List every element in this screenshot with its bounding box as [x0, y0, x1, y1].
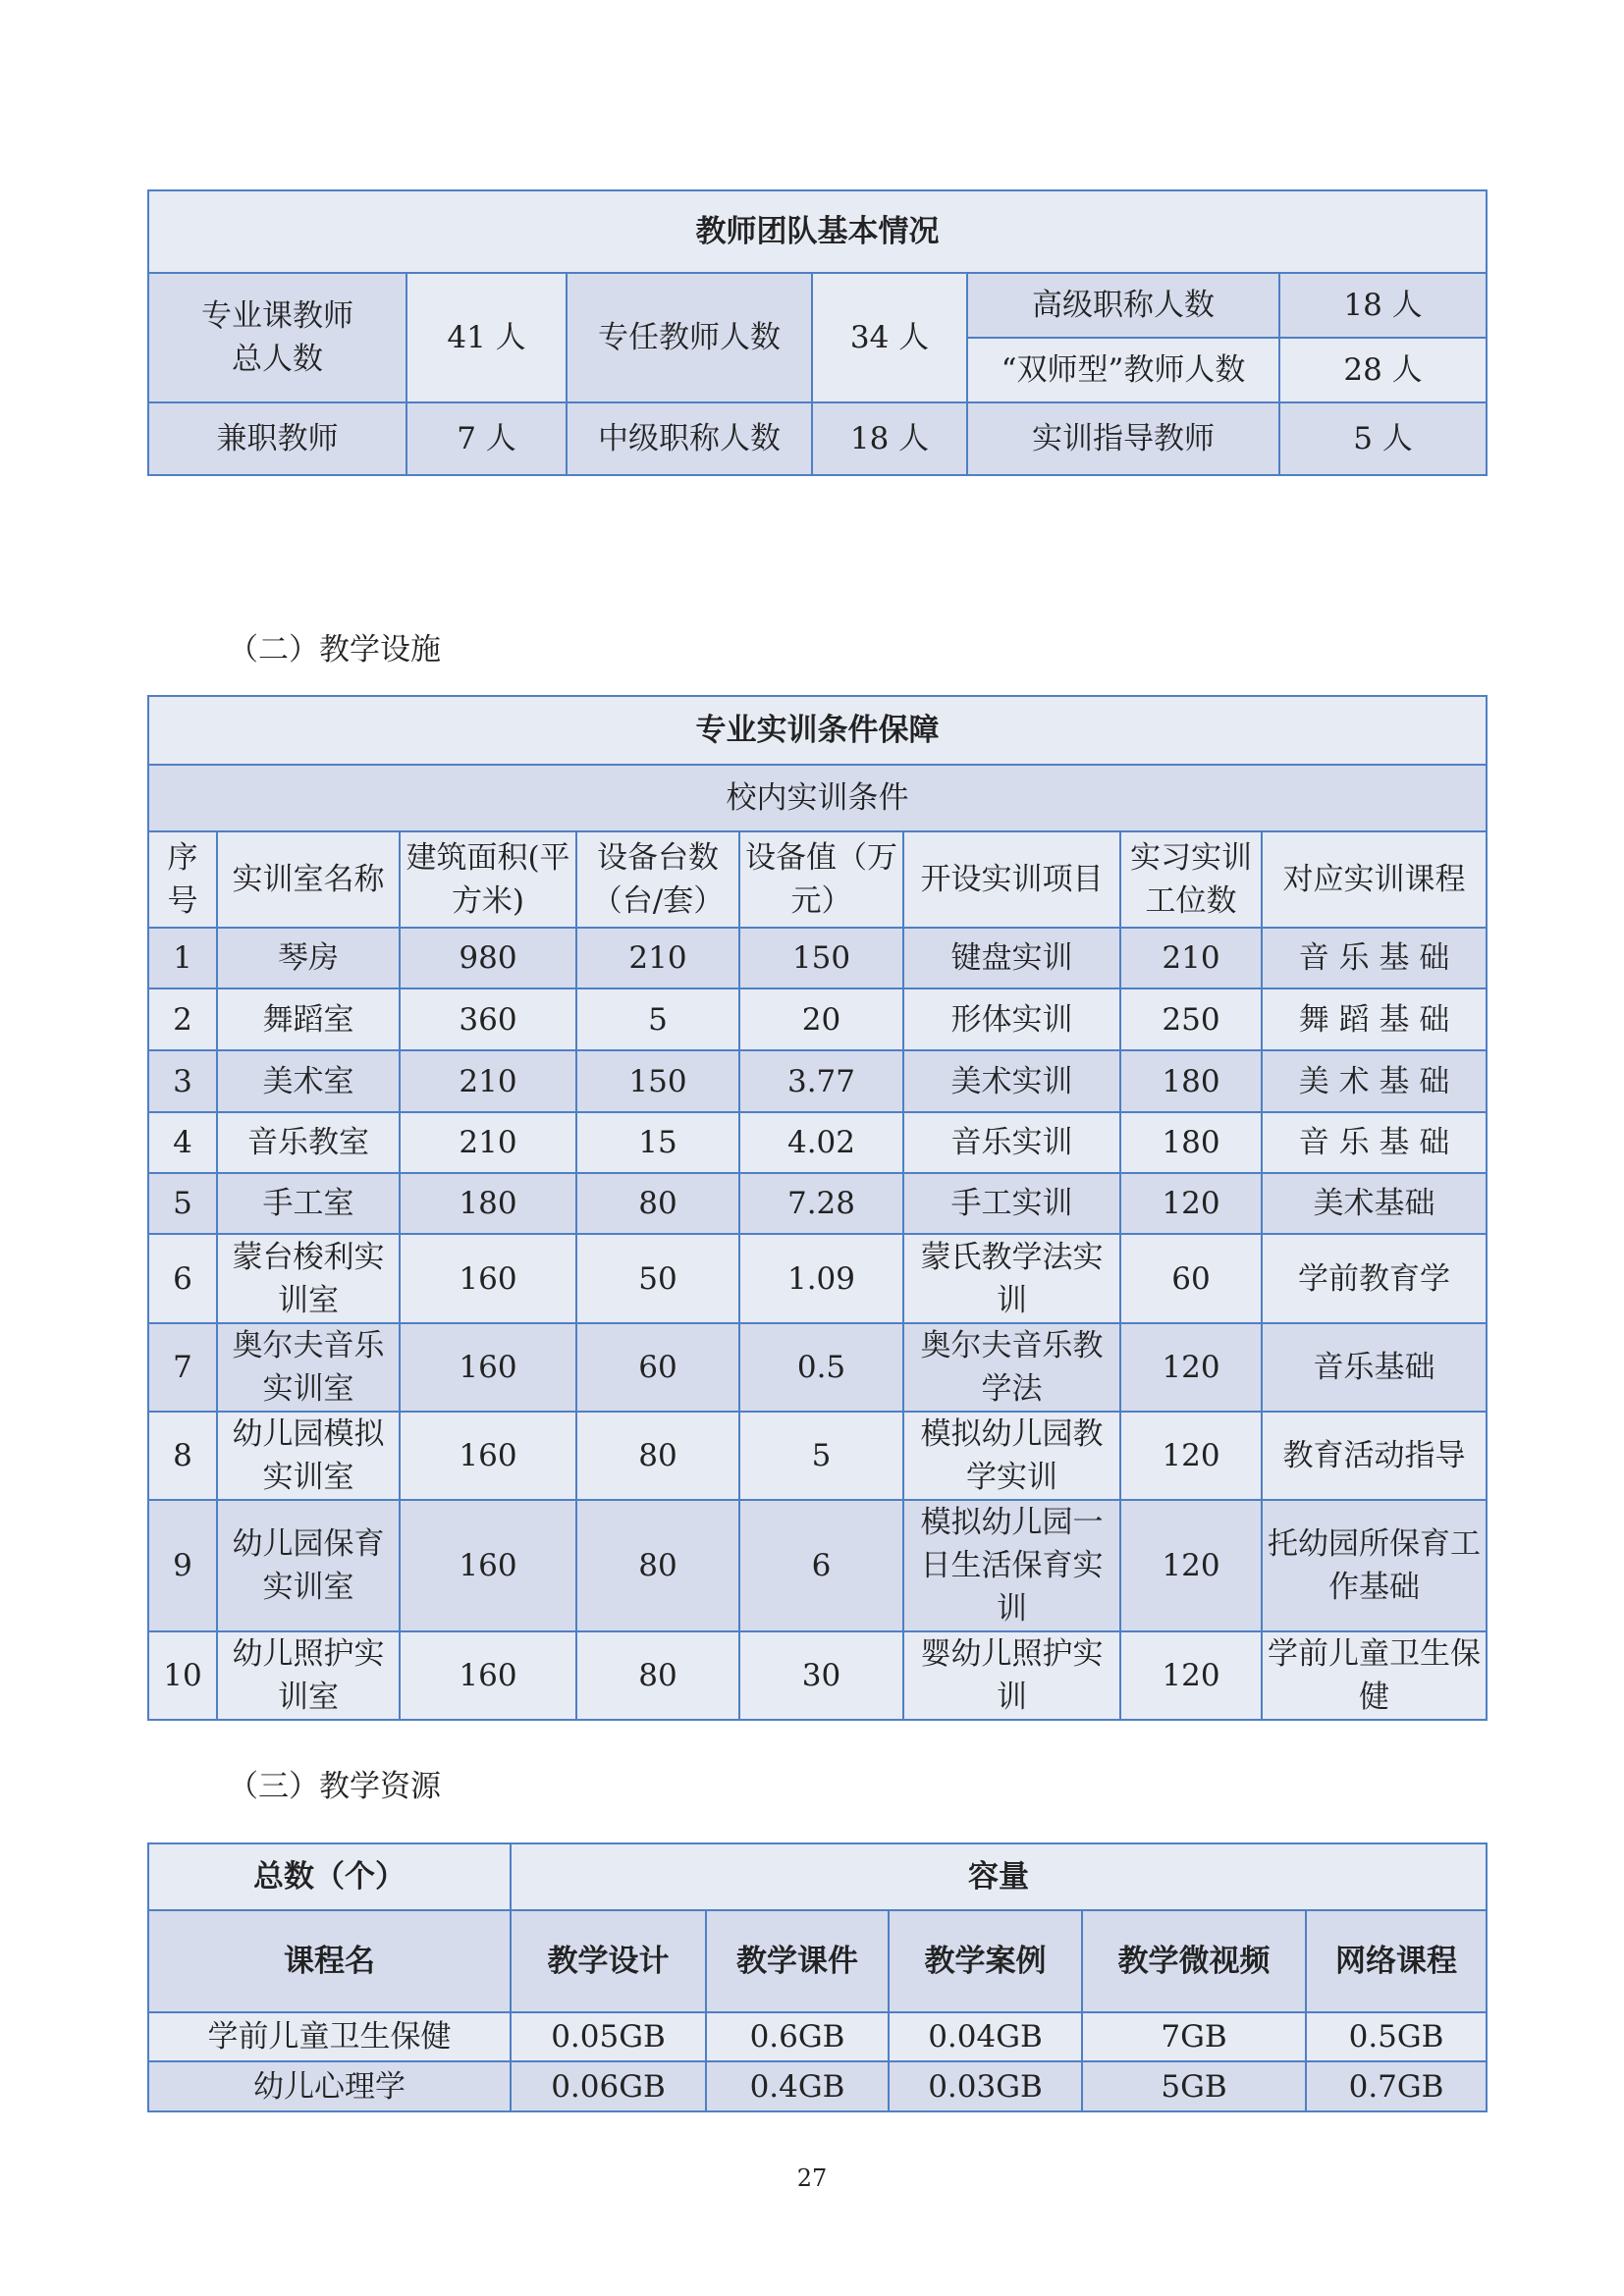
cell: 蒙台梭利实训室	[217, 1234, 400, 1323]
cell: 幼儿心理学	[148, 2061, 511, 2111]
cell: 7	[148, 1323, 217, 1412]
resources-table	[147, 1842, 1488, 2112]
cell: 60	[576, 1323, 739, 1412]
cell: 舞 蹈 基 础	[1262, 988, 1487, 1050]
cell: 托幼园所保育工作基础	[1262, 1500, 1487, 1631]
header-course: 对应实训课程	[1262, 831, 1487, 928]
header-stations: 实习实训工位数	[1120, 831, 1262, 928]
cell: 音 乐 基 础	[1262, 1112, 1487, 1173]
cell: 120	[1120, 1323, 1262, 1412]
cell: 5GB	[1082, 2061, 1306, 2111]
cell: 键盘实训	[903, 928, 1120, 988]
cell: 180	[400, 1173, 576, 1234]
cell-total-teachers-label: 专业课教师总人数	[148, 273, 406, 402]
cell: 幼儿照护实训室	[217, 1631, 400, 1720]
cell-instructor-label: 实训指导教师	[967, 402, 1279, 475]
facilities-table	[147, 695, 1488, 1721]
cell: 160	[400, 1631, 576, 1720]
cell: 50	[576, 1234, 739, 1323]
cell: 6	[148, 1234, 217, 1323]
table-row	[148, 2012, 1487, 2061]
cell: 7GB	[1082, 2012, 1306, 2061]
header-equipment-count: 设备台数（台/套）	[576, 831, 739, 928]
cell: 60	[1120, 1234, 1262, 1323]
cell: 15	[576, 1112, 739, 1173]
cell: 婴幼儿照护实训	[903, 1631, 1120, 1720]
header-area: 建筑面积(平方米)	[400, 831, 576, 928]
cell-intermediate-value: 18 人	[812, 402, 967, 475]
cell: 手工实训	[903, 1173, 1120, 1234]
cell: 幼儿园保育实训室	[217, 1500, 400, 1631]
cell: 120	[1120, 1500, 1262, 1631]
cell-intermediate-label: 中级职称人数	[567, 402, 812, 475]
cell-total-teachers-value: 41 人	[406, 273, 567, 402]
cell: 5	[148, 1173, 217, 1234]
cell: 3	[148, 1050, 217, 1112]
cell: 1	[148, 928, 217, 988]
cell: 0.7GB	[1306, 2061, 1487, 2111]
cell: 120	[1120, 1173, 1262, 1234]
cell: 160	[400, 1323, 576, 1412]
cell: 0.06GB	[511, 2061, 706, 2111]
header-design: 教学设计	[511, 1910, 706, 2012]
cell: 音乐实训	[903, 1112, 1120, 1173]
cell: 0.03GB	[889, 2061, 1082, 2111]
cell: 音乐教室	[217, 1112, 400, 1173]
cell: 舞蹈室	[217, 988, 400, 1050]
cell-dual-qualified-value: 28 人	[1279, 338, 1487, 402]
cell-instructor-value: 5 人	[1279, 402, 1487, 475]
cell: 80	[576, 1412, 739, 1500]
table-row	[148, 988, 1487, 1050]
cell: 180	[1120, 1112, 1262, 1173]
cell: 250	[1120, 988, 1262, 1050]
cell-senior-title-value: 18 人	[1279, 273, 1487, 338]
cell: 2	[148, 988, 217, 1050]
cell: 0.6GB	[706, 2012, 889, 2061]
cell: 20	[739, 988, 903, 1050]
cell: 210	[576, 928, 739, 988]
cell: 6	[739, 1500, 903, 1631]
cell-senior-title-label: 高级职称人数	[967, 273, 1279, 338]
cell: 美 术 基 础	[1262, 1050, 1487, 1112]
header-course-name: 课程名	[148, 1910, 511, 2012]
header-capacity: 容量	[511, 1843, 1487, 1910]
header-equipment-value: 设备值（万元）	[739, 831, 903, 928]
cell: 180	[1120, 1050, 1262, 1112]
cell: 美术室	[217, 1050, 400, 1112]
cell: 4.02	[739, 1112, 903, 1173]
cell: 教育活动指导	[1262, 1412, 1487, 1500]
table-row	[148, 1323, 1487, 1412]
cell: 160	[400, 1412, 576, 1500]
facilities-subtitle: 校内实训条件	[148, 765, 1487, 831]
cell: 4	[148, 1112, 217, 1173]
cell: 150	[576, 1050, 739, 1112]
table-row	[148, 1412, 1487, 1500]
table-row	[148, 928, 1487, 988]
cell-parttime-value: 7 人	[406, 402, 567, 475]
cell: 手工室	[217, 1173, 400, 1234]
cell: 80	[576, 1631, 739, 1720]
cell: 学前教育学	[1262, 1234, 1487, 1323]
cell: 幼儿园模拟实训室	[217, 1412, 400, 1500]
cell: 3.77	[739, 1050, 903, 1112]
cell: 160	[400, 1234, 576, 1323]
cell: 5	[576, 988, 739, 1050]
header-online-course: 网络课程	[1306, 1910, 1487, 2012]
section-heading-facilities: （二）教学设施	[228, 632, 441, 667]
cell: 学前儿童卫生保健	[1262, 1631, 1487, 1720]
cell: 0.04GB	[889, 2012, 1082, 2061]
teacher-team-title: 教师团队基本情况	[148, 190, 1487, 273]
header-micro-video: 教学微视频	[1082, 1910, 1306, 2012]
cell: 210	[400, 1050, 576, 1112]
cell-fulltime-value: 34 人	[812, 273, 967, 402]
cell: 琴房	[217, 928, 400, 988]
cell: 音乐基础	[1262, 1323, 1487, 1412]
section-heading-resources: （三）教学资源	[228, 1769, 441, 1804]
cell: 0.4GB	[706, 2061, 889, 2111]
cell: 模拟幼儿园教学实训	[903, 1412, 1120, 1500]
cell-dual-qualified-label: “双师型”教师人数	[967, 338, 1279, 402]
table-row	[148, 1112, 1487, 1173]
cell: 150	[739, 928, 903, 988]
teacher-team-table	[147, 189, 1488, 476]
cell: 160	[400, 1500, 576, 1631]
table-row	[148, 1234, 1487, 1323]
cell: 80	[576, 1173, 739, 1234]
table-row	[148, 1500, 1487, 1631]
cell: 奥尔夫音乐教学法	[903, 1323, 1120, 1412]
cell: 5	[739, 1412, 903, 1500]
table-row	[148, 2061, 1487, 2111]
cell: 1.09	[739, 1234, 903, 1323]
cell-parttime-label: 兼职教师	[148, 402, 406, 475]
cell: 210	[1120, 928, 1262, 988]
cell: 蒙氏教学法实训	[903, 1234, 1120, 1323]
header-courseware: 教学课件	[706, 1910, 889, 2012]
page-number: 27	[796, 2164, 828, 2192]
header-cases: 教学案例	[889, 1910, 1082, 2012]
facilities-title: 专业实训条件保障	[148, 696, 1487, 765]
cell: 30	[739, 1631, 903, 1720]
table-row	[148, 1631, 1487, 1720]
header-training-project: 开设实训项目	[903, 831, 1120, 928]
cell: 学前儿童卫生保健	[148, 2012, 511, 2061]
cell: 形体实训	[903, 988, 1120, 1050]
cell: 模拟幼儿园一日生活保育实训	[903, 1500, 1120, 1631]
cell: 120	[1120, 1412, 1262, 1500]
cell: 音 乐 基 础	[1262, 928, 1487, 988]
cell: 210	[400, 1112, 576, 1173]
table-row	[148, 1173, 1487, 1234]
cell: 0.5GB	[1306, 2012, 1487, 2061]
cell: 美术实训	[903, 1050, 1120, 1112]
cell: 0.5	[739, 1323, 903, 1412]
header-room-name: 实训室名称	[217, 831, 400, 928]
cell: 0.05GB	[511, 2012, 706, 2061]
cell: 7.28	[739, 1173, 903, 1234]
cell: 8	[148, 1412, 217, 1500]
cell: 9	[148, 1500, 217, 1631]
header-index: 序号	[148, 831, 217, 928]
cell: 360	[400, 988, 576, 1050]
table-row	[148, 1050, 1487, 1112]
cell: 美术基础	[1262, 1173, 1487, 1234]
header-total: 总数（个）	[148, 1843, 511, 1910]
cell-fulltime-label: 专任教师人数	[567, 273, 812, 402]
cell: 120	[1120, 1631, 1262, 1720]
cell: 980	[400, 928, 576, 988]
cell: 10	[148, 1631, 217, 1720]
cell: 80	[576, 1500, 739, 1631]
cell: 奥尔夫音乐实训室	[217, 1323, 400, 1412]
